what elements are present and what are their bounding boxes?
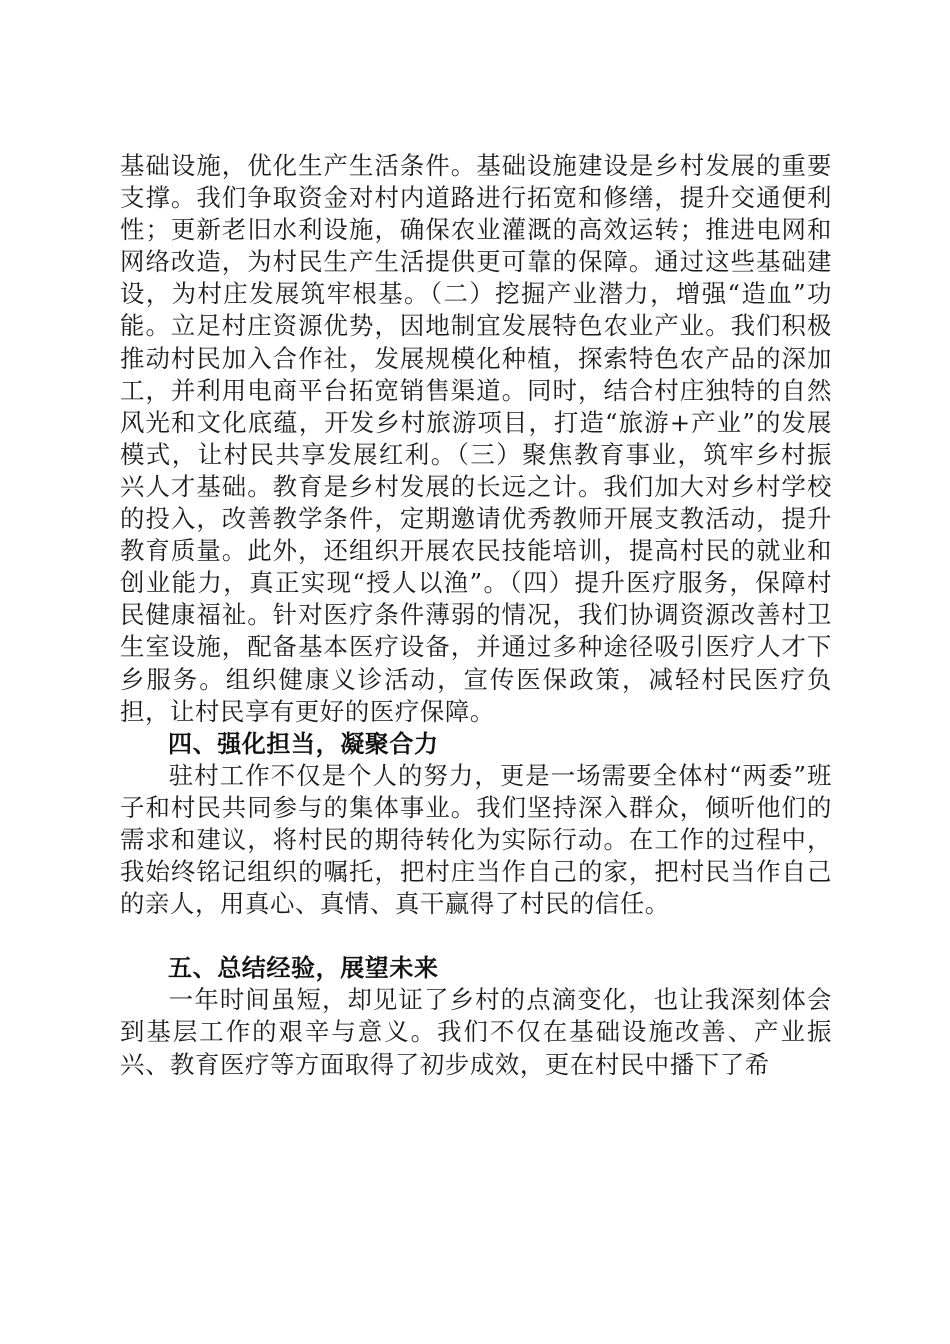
section3-continuation-paragraph: 基础设施，优化生产生活条件。基础设施建设是乡村发展的重要支撑。我们争取资金对村内道路进行拓宽和修缮，提升交通便利性；更新老旧水利设施，确保农业灌溉的高效运转；推进电网和网络改造，为村民生产生活提供更可靠的保障。通过这些基础建设，为村庄发展筑牢根基。（二）挖掘产业潜力，增强“造血”功能。立足村庄资源优势，因地制宜发展特色农业产业。我们积极推动村民加入合作社，发展规模化种植，探索特色农产品的深加工，并利用电商平台拓宽销售渠道。同时，结合村庄独特的自然风光和文化底蕴，开发乡村旅游项目，打造“旅游+产业”的发展模式，让村民共享发展红利。（三）聚焦教育事业，筑牢乡村振兴人才基础。教育是乡村发展的长远之计。我们加大对乡村学校的投入，改善教学条件，定期邀请优秀教师开展支教活动，提升教育质量。此外，还组织开展农民技能培训，提高村民的就业和创业能力，真正实现“授人以渔”。（四）提升医疗服务，保障村民健康福祉。针对医疗条件薄弱的情况，我们协调资源改善村卫生室设施，配备基本医疗设备，并通过多种途径吸引医疗人才下乡服务。组织健康义诊活动，宣传医保政策，减轻村民医疗负担，让村民享有更好的医疗保障。 <box>120 151 832 726</box>
document-body <box>120 150 832 1081</box>
section4-paragraph: 驻村工作不仅是个人的努力，更是一场需要全体村“两委”班子和村民共同参与的集体事业。我们坚持深入群众，倾听他们的需求和建议，将村民的期待转化为实际行动。在工作的过程中，我始终铭记组织的嘱托，把村庄当作自己的家，把村民当作自己的亲人，用真心、真情、真干赢得了村民的信任。 <box>120 760 832 919</box>
section5-paragraph: 一年时间虽短，却见证了乡村的点滴变化，也让我深刻体会到基层工作的艰辛与意义。我们不仅在基础设施改善、产业振兴、教育医疗等方面取得了初步成效，更在村民中播下了希 <box>120 985 832 1079</box>
section4-heading: 四、强化担当，凝聚合力 <box>168 729 439 758</box>
section5-heading: 五、总结经验，展望未来 <box>168 954 439 983</box>
